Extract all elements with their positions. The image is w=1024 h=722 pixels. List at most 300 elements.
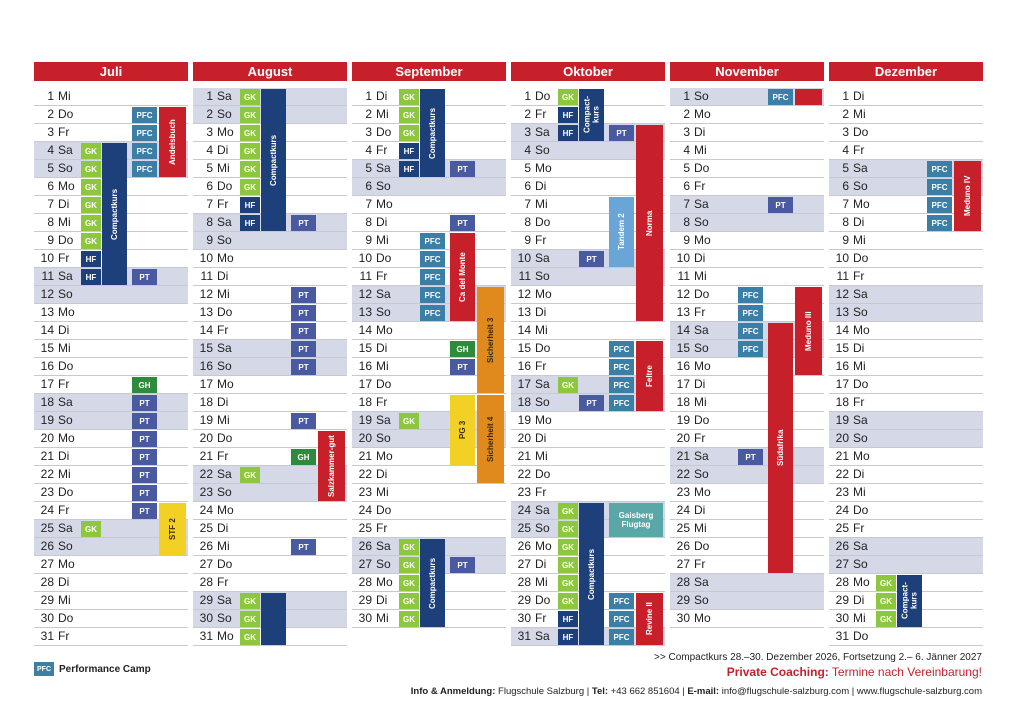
event-gk: GK [240, 143, 260, 159]
legend-label: Performance Camp [59, 663, 151, 675]
day-number: 6 [47, 179, 54, 193]
day-number: 24 [40, 503, 54, 517]
weekday: Fr [217, 449, 229, 463]
weekday: Fr [217, 197, 229, 211]
day-number: 23 [835, 485, 849, 499]
day-number: 11 [200, 269, 213, 283]
weekday: Di [217, 395, 229, 409]
day-row [34, 376, 188, 394]
event-pfc: PFC [738, 305, 763, 321]
day-number: 5 [842, 161, 849, 175]
day-number: 29 [676, 593, 690, 607]
weekday: So [694, 467, 709, 481]
day-row [670, 502, 824, 520]
weekday: Do [376, 503, 392, 517]
day-number: 1 [842, 89, 849, 103]
month-header: Oktober [511, 62, 665, 81]
day-number: 2 [683, 107, 690, 121]
day-number: 3 [47, 125, 54, 139]
day-row [193, 304, 347, 322]
weekday: So [694, 89, 709, 103]
day-number: 16 [517, 359, 531, 373]
day-row [670, 124, 824, 142]
event-pt: PT [450, 557, 475, 573]
weekday: Di [853, 467, 865, 481]
day-number: 3 [842, 125, 849, 139]
day-row [829, 304, 983, 322]
event-hf: HF [558, 629, 578, 645]
event-pfc: PFC [738, 323, 763, 339]
weekday: Fr [694, 557, 706, 571]
day-number: 24 [199, 503, 213, 517]
day-number: 25 [676, 521, 690, 535]
day-number: 27 [835, 557, 849, 571]
day-row [193, 520, 347, 538]
day-number: 7 [842, 197, 849, 211]
weekday: Sa [535, 251, 550, 265]
event-meduno-iv: Meduno IV [954, 161, 981, 231]
day-row [670, 376, 824, 394]
day-number: 29 [358, 593, 372, 607]
day-number: 9 [842, 233, 849, 247]
event-pfc: PFC [609, 593, 634, 609]
weekday: Mo [58, 305, 75, 319]
weekday: Sa [853, 539, 868, 553]
day-number: 6 [206, 179, 213, 193]
event-compact-kurs: Compact-kurs [897, 575, 922, 627]
day-row [34, 628, 188, 646]
weekday: Sa [694, 323, 709, 337]
weekday: Mi [535, 449, 548, 463]
day-number: 15 [40, 341, 54, 355]
weekday: Mo [217, 125, 234, 139]
coaching-text: Termine nach Vereinbarung! [828, 665, 982, 679]
day-number: 5 [206, 161, 213, 175]
day-number: 26 [40, 539, 54, 553]
event-sicherheit-3: Sicherheit 3 [477, 287, 504, 393]
day-number: 2 [47, 107, 54, 121]
day-row [670, 592, 824, 610]
day-number: 30 [676, 611, 690, 625]
contact-info-label: Info & Anmeldung: [410, 686, 496, 697]
weekday: Do [694, 287, 710, 301]
day-row [34, 610, 188, 628]
weekday: Sa [217, 467, 232, 481]
day-number: 18 [199, 395, 213, 409]
day-row [352, 520, 506, 538]
event-gk: GK [240, 629, 260, 645]
day-row [829, 232, 983, 250]
day-number: 10 [199, 251, 213, 265]
weekday: Fr [376, 521, 388, 535]
day-number: 19 [835, 413, 849, 427]
day-number: 29 [199, 593, 213, 607]
day-number: 28 [676, 575, 690, 589]
day-number: 4 [524, 143, 531, 157]
event-gh: GH [450, 341, 475, 357]
contact-tel[interactable]: +43 662 851604 | [608, 686, 688, 697]
weekday: Do [376, 377, 392, 391]
day-number: 28 [835, 575, 849, 589]
day-row [34, 556, 188, 574]
day-list [193, 88, 347, 646]
weekday: Mo [535, 539, 552, 553]
weekday: Fr [535, 611, 547, 625]
day-number: 9 [47, 233, 54, 247]
day-row [193, 538, 347, 556]
event-gk: GK [81, 233, 101, 249]
weekday: Fr [58, 251, 70, 265]
day-row [352, 214, 506, 232]
day-number: 19 [676, 413, 690, 427]
weekday: Fr [376, 269, 388, 283]
day-number: 5 [683, 161, 690, 175]
month-oktober [511, 62, 665, 646]
day-number: 15 [835, 341, 849, 355]
day-number: 8 [683, 215, 690, 229]
weekday: Di [217, 143, 229, 157]
day-number: 22 [358, 467, 372, 481]
day-number: 1 [365, 89, 372, 103]
weekday: Di [376, 341, 388, 355]
day-number: 12 [40, 287, 54, 301]
event-stf-2: STF 2 [159, 503, 186, 555]
event-hf: HF [81, 251, 101, 267]
event-pg-3: PG 3 [450, 395, 475, 465]
day-row [829, 250, 983, 268]
event-gk: GK [558, 521, 578, 537]
event-gk: GK [876, 575, 896, 591]
weekday: Fr [58, 629, 70, 643]
event-pfc: PFC [132, 125, 157, 141]
month-header: November [670, 62, 824, 81]
weekday: Sa [853, 287, 868, 301]
day-number: 17 [517, 377, 531, 391]
day-row [829, 142, 983, 160]
day-row [829, 268, 983, 286]
weekday: Do [58, 485, 74, 499]
event-gk: GK [558, 89, 578, 105]
day-number: 31 [40, 629, 54, 643]
weekday: Do [535, 215, 551, 229]
event-gk: GK [558, 503, 578, 519]
day-list [670, 88, 824, 628]
day-number: 15 [676, 341, 690, 355]
weekday: Do [853, 251, 869, 265]
day-row [352, 484, 506, 502]
event-gk: GK [399, 611, 419, 627]
event-gk: GK [876, 611, 896, 627]
event-pt: PT [450, 215, 475, 231]
weekday: Mo [376, 575, 393, 589]
event-pt: PT [291, 413, 316, 429]
event-pfc: PFC [738, 341, 763, 357]
day-number: 3 [365, 125, 372, 139]
weekday: Mi [376, 359, 389, 373]
event-pfc: PFC [927, 197, 952, 213]
day-row [670, 574, 824, 592]
weekday: Sa [535, 377, 550, 391]
weekday: Do [217, 305, 233, 319]
weekday: Di [535, 557, 547, 571]
event-hf: HF [558, 611, 578, 627]
day-list [511, 88, 665, 646]
weekday: Mo [694, 107, 711, 121]
day-number: 13 [676, 305, 690, 319]
day-number: 30 [199, 611, 213, 625]
day-number: 23 [358, 485, 372, 499]
weekday: Fr [58, 377, 70, 391]
month-header: Juli [34, 62, 188, 81]
weekday: Di [535, 431, 547, 445]
day-number: 29 [517, 593, 531, 607]
event-pfc: PFC [420, 233, 445, 249]
day-number: 11 [518, 269, 531, 283]
event-hf: HF [240, 197, 260, 213]
day-row [511, 430, 665, 448]
day-list [829, 88, 983, 646]
day-number: 22 [835, 467, 849, 481]
weekday: Mo [853, 323, 870, 337]
weekday: Mi [853, 611, 866, 625]
weekday: Fr [217, 323, 229, 337]
day-row [670, 466, 824, 484]
weekday: So [853, 431, 868, 445]
day-row [829, 322, 983, 340]
day-row [829, 538, 983, 556]
event-pt: PT [579, 395, 604, 411]
event-s-dafrika: Südafrika [768, 323, 793, 573]
event-pfc: PFC [420, 305, 445, 321]
day-number: 30 [358, 611, 372, 625]
day-number: 3 [683, 125, 690, 139]
day-number: 24 [835, 503, 849, 517]
day-row [34, 340, 188, 358]
event-tandem-2: Tandem 2 [609, 197, 634, 267]
day-number: 10 [40, 251, 54, 265]
event-pfc: PFC [420, 269, 445, 285]
weekday: So [217, 359, 232, 373]
weekday: Fr [853, 143, 865, 157]
weekday: Mo [217, 629, 234, 643]
weekday: So [535, 395, 550, 409]
day-number: 12 [835, 287, 849, 301]
day-number: 20 [199, 431, 213, 445]
weekday: So [217, 233, 232, 247]
footer-line1: >> Compactkurs 28.–30. Dezember 2026, Fortsetzung 2.– 6. Jänner 2027 [654, 652, 982, 663]
weekday: Mo [376, 197, 393, 211]
day-number: 11 [836, 269, 849, 283]
weekday: Do [694, 161, 710, 175]
day-row [352, 178, 506, 196]
day-number: 16 [835, 359, 849, 373]
event-gk: GK [399, 557, 419, 573]
day-row [34, 574, 188, 592]
weekday: Di [694, 503, 706, 517]
day-row [34, 358, 188, 376]
weekday: Do [853, 377, 869, 391]
day-number: 14 [517, 323, 531, 337]
month-header: Dezember [829, 62, 983, 81]
day-number: 18 [835, 395, 849, 409]
day-number: 18 [517, 395, 531, 409]
day-number: 11 [677, 269, 690, 283]
day-row [511, 466, 665, 484]
day-number: 17 [358, 377, 372, 391]
event-pt: PT [132, 431, 157, 447]
weekday: Do [853, 125, 869, 139]
day-number: 9 [524, 233, 531, 247]
event-hf: HF [399, 161, 419, 177]
day-row [193, 412, 347, 430]
event-pfc: PFC [768, 89, 793, 105]
event-pfc: PFC [420, 287, 445, 303]
day-row [829, 124, 983, 142]
weekday: Do [217, 179, 233, 193]
event-gk: GK [399, 593, 419, 609]
weekday: Do [694, 539, 710, 553]
event-bar [261, 593, 286, 645]
day-row [670, 520, 824, 538]
event-pfc: PFC [609, 629, 634, 645]
event-gk: GK [399, 575, 419, 591]
day-number: 6 [365, 179, 372, 193]
day-number: 7 [206, 197, 213, 211]
weekday: Sa [694, 449, 709, 463]
day-number: 24 [676, 503, 690, 517]
day-number: 31 [199, 629, 213, 643]
day-number: 10 [358, 251, 372, 265]
day-number: 7 [524, 197, 531, 211]
weekday: Di [376, 593, 388, 607]
weekday: So [58, 161, 73, 175]
day-number: 28 [40, 575, 54, 589]
day-number: 6 [842, 179, 849, 193]
month-dezember [829, 62, 983, 646]
day-number: 16 [358, 359, 372, 373]
weekday: Sa [853, 413, 868, 427]
day-row [670, 214, 824, 232]
weekday: Mo [535, 287, 552, 301]
event-gk: GK [81, 179, 101, 195]
day-row [193, 394, 347, 412]
weekday: Fr [58, 503, 70, 517]
weekday: Sa [853, 161, 868, 175]
day-number: 12 [358, 287, 372, 301]
weekday: So [853, 305, 868, 319]
day-number: 16 [676, 359, 690, 373]
day-number: 21 [517, 449, 531, 463]
day-row [34, 88, 188, 106]
day-number: 17 [199, 377, 213, 391]
coaching-label: Private Coaching: [726, 665, 829, 679]
day-row [193, 358, 347, 376]
day-row [670, 250, 824, 268]
weekday: Mo [535, 161, 552, 175]
weekday: So [376, 305, 391, 319]
event-compactkurs: Compactkurs [579, 503, 604, 645]
day-number: 10 [835, 251, 849, 265]
weekday: So [535, 143, 550, 157]
event-pt: PT [609, 125, 634, 141]
weekday: Mi [217, 287, 230, 301]
day-number: 22 [40, 467, 54, 481]
weekday: Sa [217, 593, 232, 607]
event-pt: PT [291, 539, 316, 555]
weekday: Sa [376, 539, 391, 553]
event-gk: GK [81, 143, 101, 159]
weekday: Do [535, 593, 551, 607]
day-row [193, 232, 347, 250]
day-number: 2 [365, 107, 372, 121]
day-number: 10 [676, 251, 690, 265]
day-row [670, 556, 824, 574]
day-number: 21 [199, 449, 213, 463]
day-number: 16 [199, 359, 213, 373]
day-number: 26 [358, 539, 372, 553]
day-number: 20 [517, 431, 531, 445]
day-row [829, 412, 983, 430]
day-number: 24 [517, 503, 531, 517]
contact-email-web[interactable]: info@flugschule-salzburg.com | www.flugschule-salzburg.com [719, 686, 982, 697]
event-gh: GH [132, 377, 157, 393]
event-gk: GK [558, 557, 578, 573]
day-number: 12 [199, 287, 213, 301]
day-number: 19 [40, 413, 54, 427]
day-number: 4 [47, 143, 54, 157]
day-row [352, 502, 506, 520]
day-number: 23 [676, 485, 690, 499]
event-gk: GK [81, 521, 101, 537]
event-gk: GK [399, 89, 419, 105]
day-number: 4 [683, 143, 690, 157]
day-number: 21 [676, 449, 690, 463]
day-number: 4 [206, 143, 213, 157]
day-number: 1 [47, 89, 54, 103]
event-gk: GK [81, 215, 101, 231]
day-number: 13 [517, 305, 531, 319]
event-gk: GK [81, 161, 101, 177]
contact-school: Flugschule Salzburg | [495, 686, 592, 697]
weekday: Do [58, 359, 74, 373]
event-gk: GK [81, 197, 101, 213]
day-number: 4 [842, 143, 849, 157]
event-gk: GK [240, 467, 260, 483]
event-pt: PT [132, 503, 157, 519]
event-pt: PT [768, 197, 793, 213]
day-number: 8 [524, 215, 531, 229]
day-row [34, 322, 188, 340]
event-gk: GK [240, 89, 260, 105]
event-pt: PT [291, 305, 316, 321]
day-number: 30 [40, 611, 54, 625]
month-november [670, 62, 824, 628]
weekday: So [376, 179, 391, 193]
day-row [193, 286, 347, 304]
event-pt: PT [132, 413, 157, 429]
weekday: Mi [58, 467, 71, 481]
weekday: So [58, 287, 73, 301]
day-row [829, 376, 983, 394]
weekday: Mo [58, 179, 75, 193]
legend-swatch: PFC [34, 662, 54, 676]
day-number: 9 [683, 233, 690, 247]
event-ca-del-monte: Ca del Monte [450, 233, 475, 321]
day-number: 1 [206, 89, 213, 103]
day-number: 15 [199, 341, 213, 355]
day-row [670, 484, 824, 502]
day-row [829, 520, 983, 538]
